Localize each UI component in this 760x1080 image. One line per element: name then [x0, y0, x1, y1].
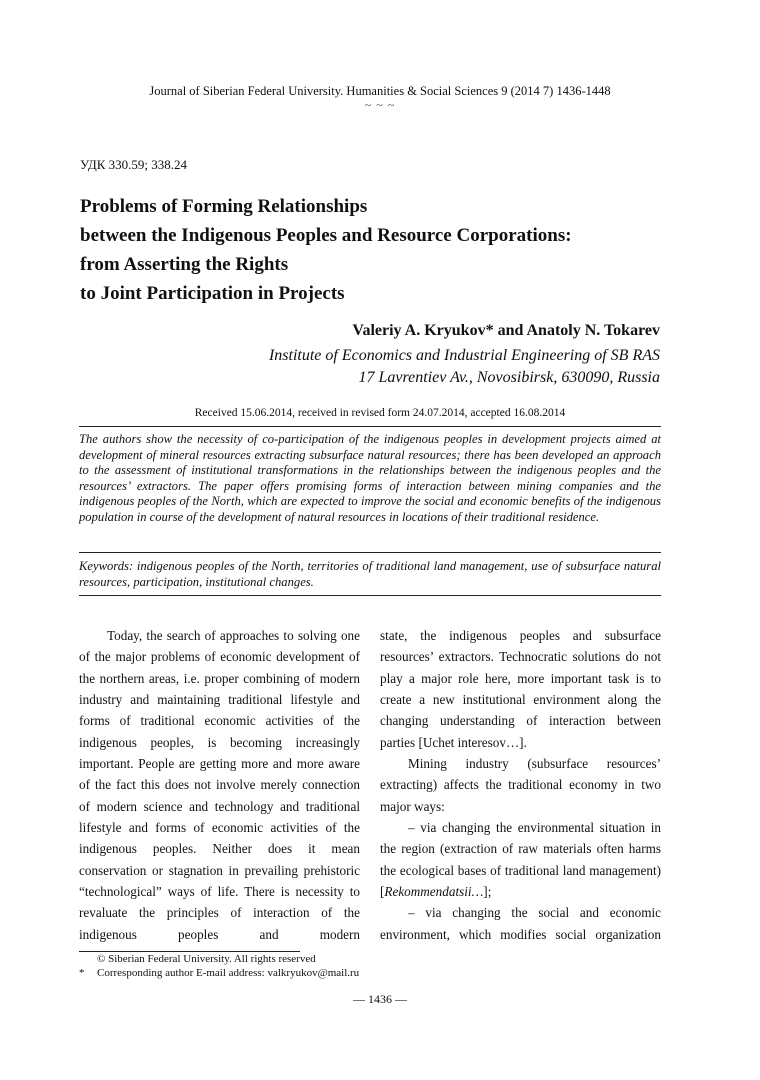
- citation: Rekommendatsii…: [384, 884, 484, 900]
- body-paragraph: Today, the search of approaches to solving one of the major problems of economic development of the northern areas, i.e. proper combining of modern industry and maintaining traditional lifestyle and forms of traditional economic activities of the indigenous peoples, is becoming increasingly important. People are getting more and more aware of the fact this does not involve merely connection of modern science and technology and traditional lifestyle and forms of economic activities of the indigenous peoples. Neither does it mean conservation or stagnation in prevailing prehistoric “technological” ways of life. There is necessity to revaluate the principles of interaction of the indigenous peoples and modern: [79, 628, 360, 942]
- affiliation-institute: Institute of Economics and Industrial Engineering of SB RAS: [268, 347, 660, 364]
- abstract-top-rule: [79, 426, 661, 427]
- header-separator: ~ ~ ~: [364, 98, 396, 112]
- received-dates: Received 15.06.2014, received in revised form 24.07.2014, accepted 16.08.2014: [194, 407, 566, 419]
- list-item: [380, 817, 661, 902]
- title-line: between the Indigenous Peoples and Resource Corporations:: [80, 225, 572, 246]
- footnote-rule: [79, 951, 300, 952]
- paragraph-text: state, the indigenous peoples and subsurface resources’ extractors. Technocratic solutions do not play a major role here, more important task is to create a new institutional environment along the changing understanding of interaction between parties: [380, 628, 661, 750]
- keywords: Keywords: indigenous peoples of the North, territories of traditional land management, use of subsurface natural resources, participation, institutional changes.: [79, 559, 661, 589]
- paragraph-text: – via changing the environmental situation in the region (extraction of raw materials often harms the ecological bases of traditional land management) [: [380, 820, 661, 900]
- body-paragraph: Mining industry (subsurface resources’ extracting) affects the traditional economy in two major ways:: [380, 756, 661, 814]
- body-paragraph: [380, 625, 661, 753]
- footnote-copyright: © Siberian Federal University. All rights reserved: [97, 953, 316, 965]
- paragraph-text: ];: [483, 884, 492, 900]
- abstract: The authors show the necessity of co-participation of the indigenous peoples in development projects aimed at development of mineral resources extracting subsurface natural resources; there has been developed an approach to the assessment of institutional transformations in the relationships between the indigenous peoples and the resources’ extractors. The paper offers promising forms of interaction between mining companies and the indigenous peoples of the North, which are expected to improve the social and economic benefits of the indigenous population in course of the development of natural resources in locations of their traditional residence.: [79, 432, 661, 524]
- footnote-marker: *: [79, 967, 85, 979]
- page-number: — 1436 —: [353, 992, 407, 1006]
- body-column-right: [380, 625, 661, 945]
- paper-title: [80, 192, 680, 308]
- udk-code: УДК 330.59; 338.24: [80, 157, 188, 172]
- footnote-text: Corresponding author E-mail address: valkryukov@mail.ru: [97, 967, 360, 979]
- footnote-corresponding: [79, 967, 359, 979]
- title-line: Problems of Forming Relationships: [80, 196, 368, 217]
- affiliation: [269, 345, 660, 389]
- body-column-left: [79, 625, 360, 945]
- citation: [Uchet interesov…].: [418, 734, 527, 750]
- affiliation-address: 17 Lavrentiev Av., Novosibirsk, 630090, Russia: [358, 369, 660, 386]
- keywords-bottom-rule: [79, 595, 661, 596]
- title-line: from Asserting the Rights: [80, 254, 289, 275]
- list-item: – via changing the social and economic environment, which modifies social organization: [380, 905, 661, 942]
- abstract-divider: [79, 552, 661, 553]
- journal-header: Journal of Siberian Federal University. Humanities & Social Sciences 9 (2014 7) 1436-1448: [149, 84, 611, 98]
- title-line: to Joint Participation in Projects: [80, 283, 345, 304]
- authors: Valeriy A. Kryukov* and Anatoly N. Tokarev: [352, 322, 660, 339]
